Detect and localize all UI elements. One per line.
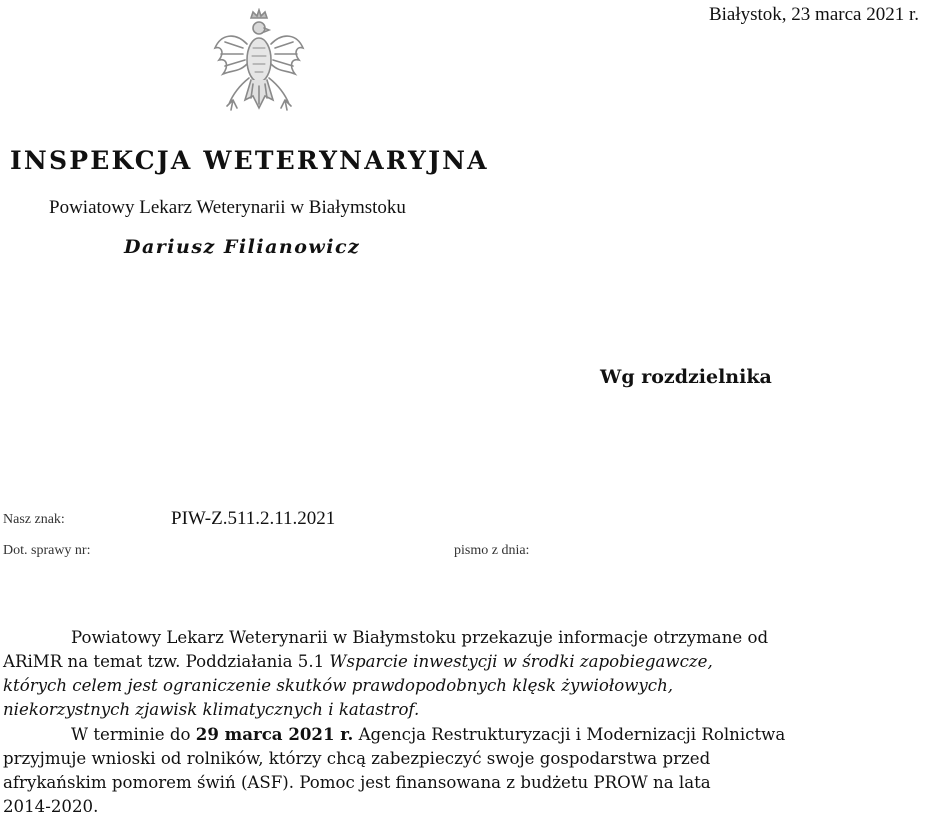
office-name: Powiatowy Lekarz Weterynarii w Białymstoku	[49, 197, 406, 218]
body-line	[3, 674, 925, 698]
body-line	[3, 626, 925, 650]
letter-date: Białystok, 23 marca 2021 r.	[708, 4, 919, 25]
body-text: Agencja Restrukturyzacji i Modernizacji Rolnictwa	[353, 725, 786, 744]
body-text: W terminie do	[71, 725, 196, 744]
official-name: Dariusz Filianowicz	[124, 236, 361, 258]
recipients-line: Wg rozdzielnika	[600, 366, 772, 388]
body-text: ARiMR na temat tzw. Poddziałania 5.1	[3, 652, 330, 671]
body-text: 2014-2020.	[3, 797, 99, 816]
body-line	[3, 771, 925, 795]
white-eagle-emblem-icon	[207, 8, 311, 128]
body-italic-text: których celem jest ograniczenie skutków prawdopodobnych klęsk żywiołowych,	[3, 676, 674, 695]
deadline-date: 29 marca 2021 r.	[195, 724, 354, 744]
letter-date-label: pismo z dnia:	[454, 543, 530, 558]
body-italic-text: niekorzystnych zjawisk klimatycznych i katastrof.	[3, 700, 420, 719]
our-ref-value: PIW-Z.511.2.11.2021	[171, 508, 336, 529]
our-ref-label: Nasz znak:	[3, 512, 65, 527]
organization-name: INSPEKCJA WETERYNARYJNA	[10, 146, 489, 175]
body-line	[3, 795, 925, 819]
body-text: Powiatowy Lekarz Weterynarii w Białymstoku przekazuje informacje otrzymane od	[71, 628, 769, 647]
letter-body	[3, 626, 925, 819]
body-italic-text: Wsparcie inwestycji w środki zapobiegawcze,	[329, 652, 713, 671]
body-line	[3, 722, 925, 747]
body-line	[3, 650, 925, 674]
body-line	[3, 747, 925, 771]
case-number-label: Dot. sprawy nr:	[3, 543, 91, 558]
body-text: przyjmuje wnioski od rolników, którzy chcą zabezpieczyć swoje gospodarstwa przed	[3, 749, 711, 768]
body-line	[3, 698, 925, 722]
body-text: afrykańskim pomorem świń (ASF). Pomoc jest finansowana z budżetu PROW na lata	[3, 773, 711, 792]
